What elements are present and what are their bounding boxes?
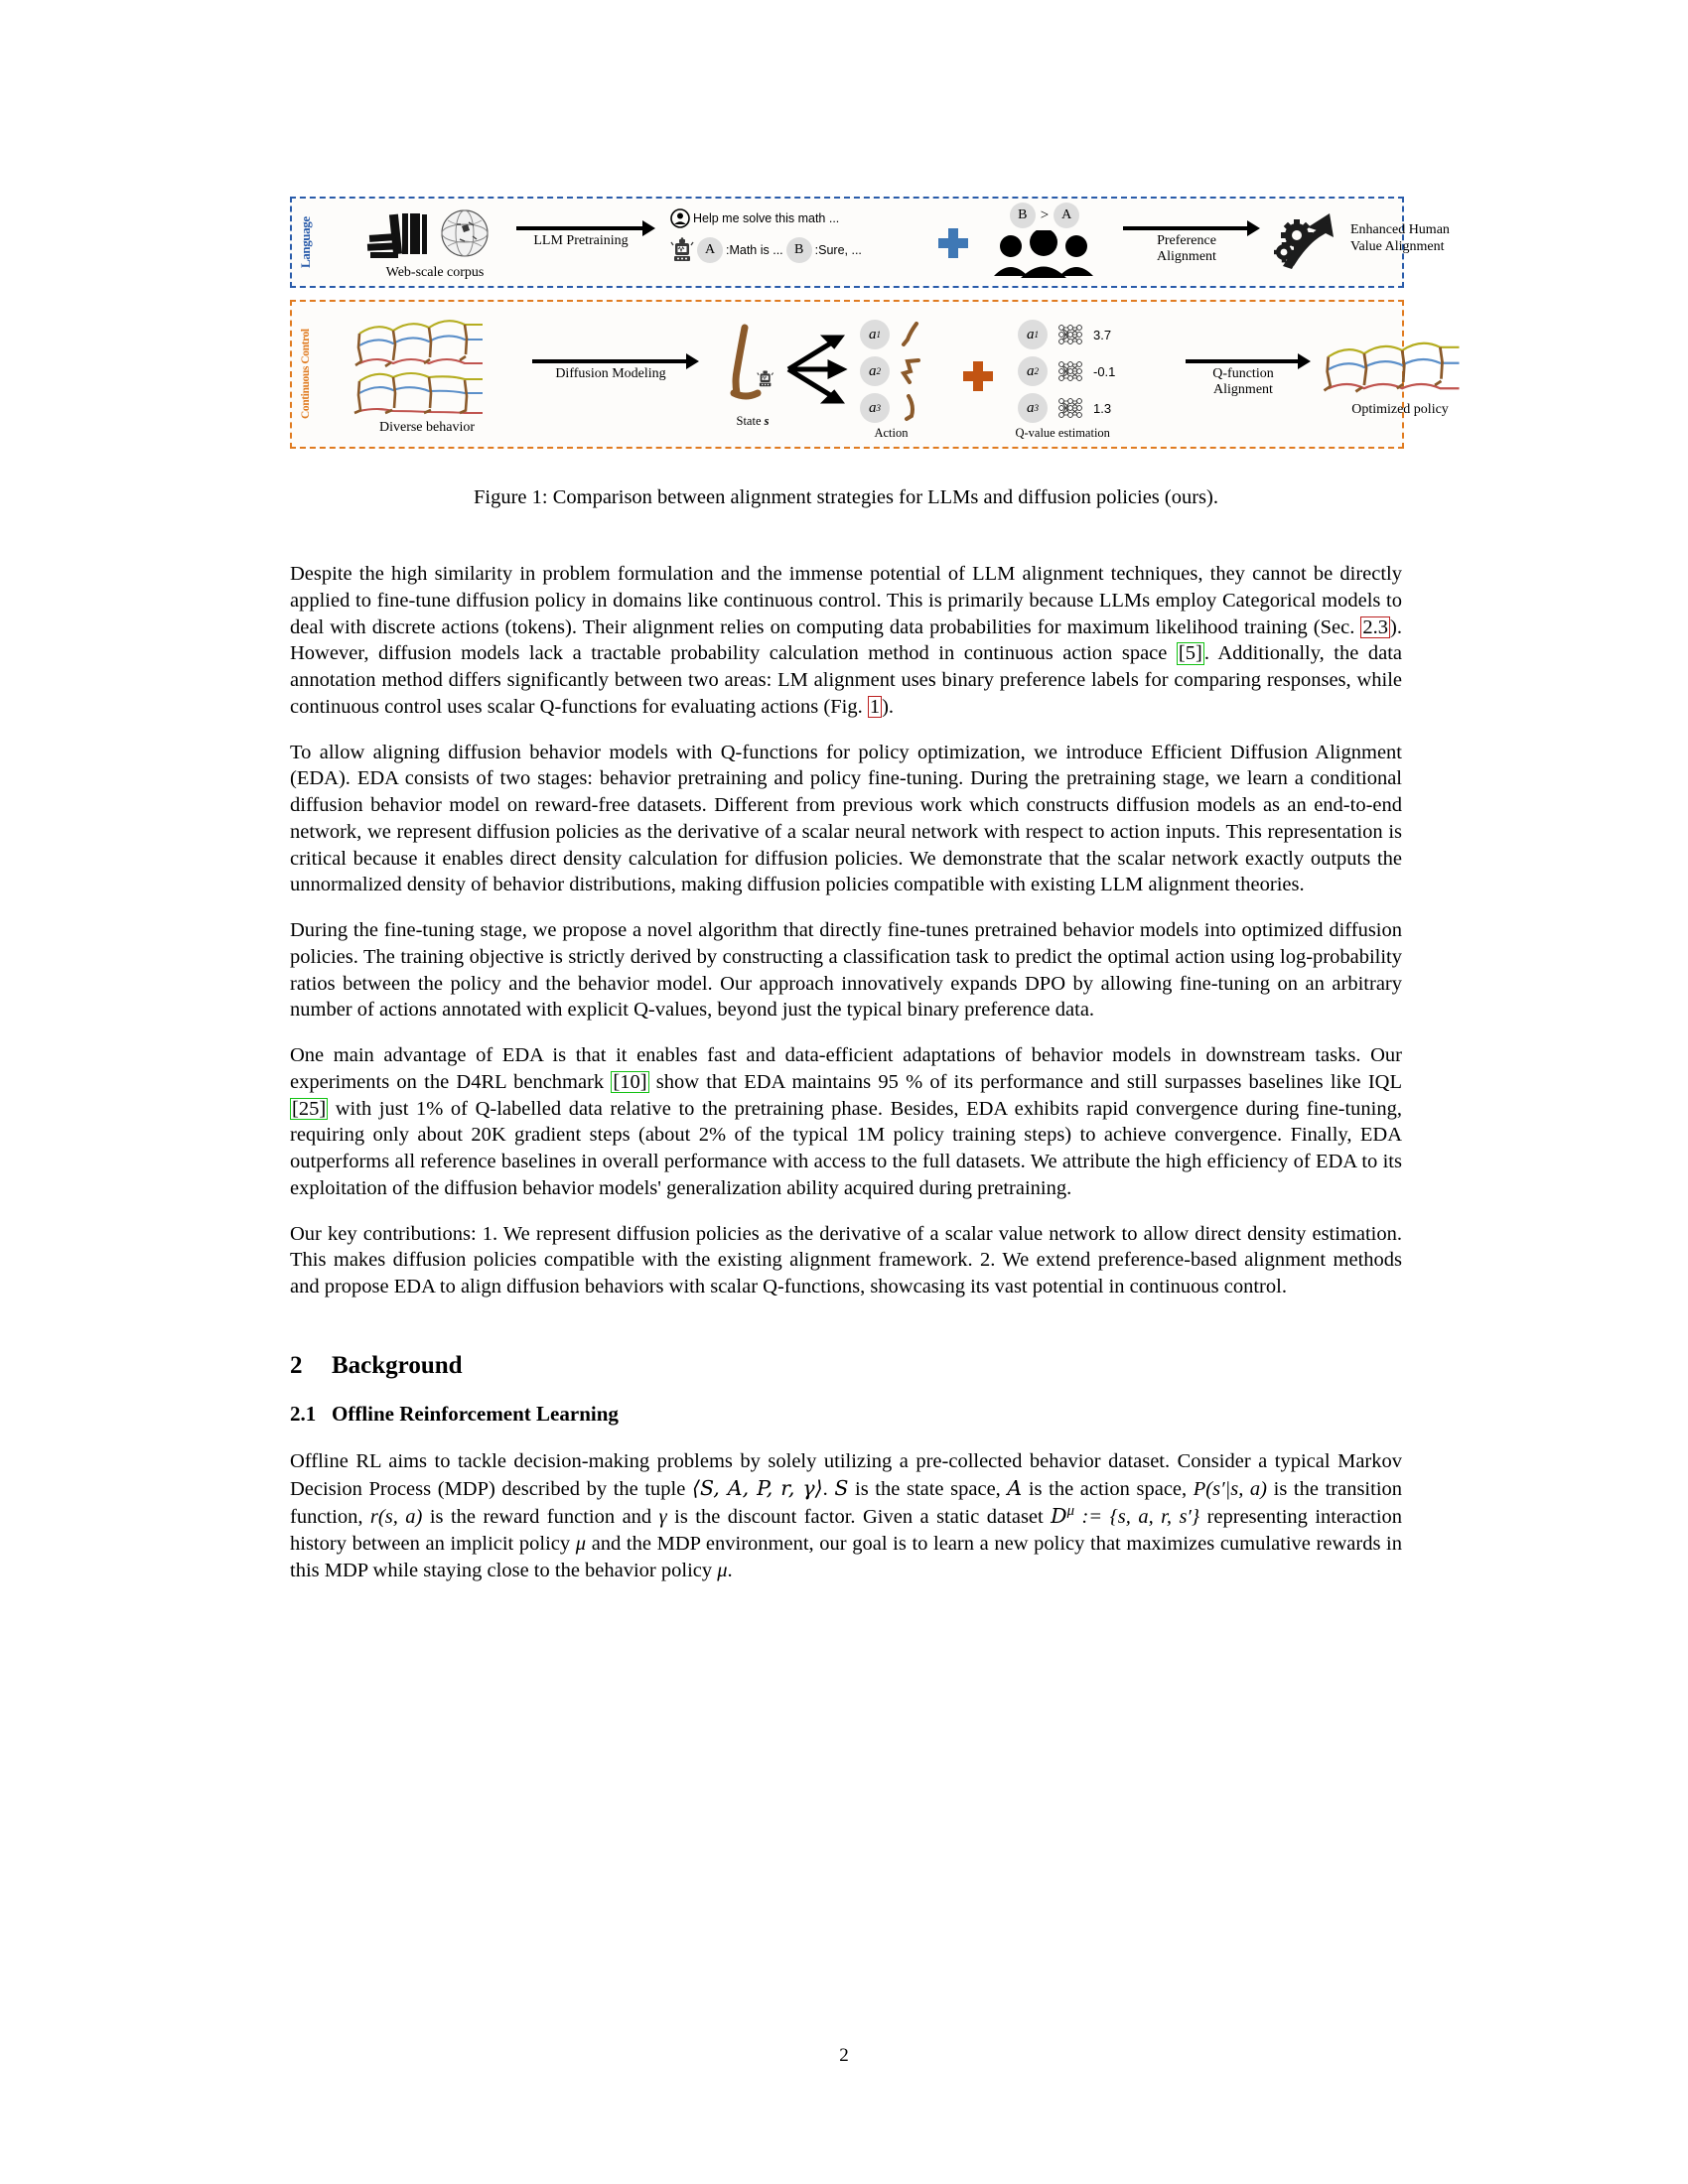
enhanced-alignment-outcome bbox=[1271, 208, 1450, 270]
figure-row-language-label: Language bbox=[298, 216, 313, 268]
section-heading-background bbox=[290, 1352, 1402, 1380]
human-preference-group bbox=[985, 203, 1104, 283]
p1-part-b: ). However, diffusion models lack a tractable probability calculation method in continuous action space bbox=[290, 615, 1402, 665]
orl-s7: is the discount factor. Given a static dataset bbox=[666, 1506, 1052, 1529]
limb-pose-2-icon bbox=[899, 357, 926, 385]
neural-net-icon bbox=[1056, 359, 1084, 383]
citation-10[interactable]: [10] bbox=[613, 1070, 647, 1093]
page-number: 2 bbox=[839, 2045, 849, 2066]
books-and-globe-icon bbox=[365, 208, 504, 260]
qvalue-action-pill-2: a 2 bbox=[1018, 356, 1048, 386]
people-group-icon bbox=[985, 230, 1102, 278]
diverse-behavior-caption: Diverse behavior bbox=[378, 420, 476, 435]
preference-option-a: A bbox=[1054, 203, 1079, 228]
figure-caption: Figure 1: Comparison between alignment strategies for LLMs and diffusion policies (ours). bbox=[473, 486, 1218, 508]
orl-s10: . bbox=[727, 1559, 733, 1581]
qvalue-item-3 bbox=[1018, 393, 1115, 423]
action-item-2 bbox=[860, 356, 926, 386]
subsection-title: Offline Reinforcement Learning bbox=[332, 1401, 619, 1426]
orl-dataset-superscript: μ bbox=[1066, 1503, 1075, 1520]
subsection-heading-offline-rl bbox=[290, 1402, 1402, 1427]
orl-s8: representing interaction history between an implicit policy bbox=[290, 1506, 1403, 1555]
action-pill-3: a 3 bbox=[860, 393, 890, 423]
qvalue-estimation-caption: Q-value estimation bbox=[1015, 426, 1110, 440]
orl-dataset-symbol: D bbox=[1051, 1504, 1067, 1529]
orl-mdp-tuple: ⟨S, A, P, r, γ⟩ bbox=[691, 1475, 823, 1500]
p4-part-c: with just 1% of Q-labelled data relative to the pretraining phase. Besides, EDA exhibits rapid convergence during fine-tuning, requiring only about 20K gradient steps (about 2% of the typical 1M policy training steps) to achieve convergence. Finally, EDA outperforms all reference baselines in overall performance with access to the full datasets. We attribute the high efficiency of EDA to its exploitation of the diffusion behavior models' generalization ability acquired during pretraining. bbox=[290, 1097, 1402, 1199]
subsection-number: 2.1 bbox=[290, 1401, 317, 1426]
orl-dataset-definition: := {s, a, r, s′} bbox=[1074, 1506, 1200, 1529]
link-figure-1[interactable]: 1 bbox=[869, 695, 881, 718]
orl-mu-1: μ bbox=[575, 1532, 587, 1555]
chat-option-b-text: :Sure, ... bbox=[814, 243, 862, 257]
p1-part-c: . Additionally, the data annotation method differs significantly between two areas: LM alignment uses binary preference labels for comparing responses, while continuous control uses scalar Q-functions for evaluating actions (Fig. bbox=[290, 642, 1403, 718]
orl-s4: is the action space, bbox=[1022, 1477, 1194, 1500]
preference-greater-than: > bbox=[1040, 206, 1050, 223]
preference-option-b: B bbox=[1010, 203, 1036, 228]
figure-row-language bbox=[290, 197, 1450, 288]
orl-transition-function: P(s′|s, a) bbox=[1193, 1477, 1268, 1500]
p4-part-b: show that EDA maintains 95 % of its performance and still surpasses baselines like IQL bbox=[648, 1070, 1402, 1093]
orl-action-space-symbol: A bbox=[1007, 1475, 1023, 1500]
llm-pretraining-arrow bbox=[506, 226, 655, 249]
p4-part-a: One main advantage of EDA is that it enables fast and data-efficient adaptations of behavior models in downstream tasks. Our experiments on the D4RL benchmark bbox=[290, 1044, 1402, 1093]
qfunction-alignment-arrow bbox=[1174, 359, 1313, 397]
paragraph-4 bbox=[290, 1042, 1402, 1202]
orl-state-space-symbol: S bbox=[834, 1475, 849, 1500]
diffusion-modeling-label: Diffusion Modeling bbox=[555, 366, 666, 381]
diverse-behavior-group bbox=[348, 312, 506, 436]
preference-comparison bbox=[985, 203, 1104, 228]
optimized-policy-group bbox=[1316, 338, 1484, 418]
chat-user-text: Help me solve this math ... bbox=[693, 211, 840, 225]
paragraph-2: To allow aligning diffusion behavior models with Q-functions for policy optimization, we introduce Efficient Diffusion Alignment (EDA). EDA consists of two stages: behavior pretraining and policy fine-tuning. During the pretraining stage, we learn a conditional diffusion behavior model on reward-free datasets. Different from previous work which constructs diffusion models as an end-to-end network, we represent diffusion policies as the derivative of a scalar neural network with respect to action inputs. This representation is critical because it enables direct density calculation for diffusion policies. We demonstrate that the scalar network exactly outputs the unnormalized density of behavior distributions, making diffusion policies compatible with existing LLM alignment theories. bbox=[290, 741, 1402, 896]
chat-assistant-line bbox=[670, 237, 862, 263]
llm-pretraining-label: LLM Pretraining bbox=[533, 233, 629, 248]
optimized-policy-trajectory-icon bbox=[1316, 338, 1484, 397]
chat-option-a-text: :Math is ... bbox=[726, 243, 783, 257]
p1-part-a: Despite the high similarity in problem formulation and the immense potential of LLM alignment techniques, they cannot be directly applied to fine-tune diffusion policy in domains like continuous control. This is primarily because LLMs employ Categorical models to deal with discrete actions (tokens). Their alignment relies on computing data probabilities for maximum likelihood training (Sec. bbox=[290, 563, 1402, 638]
qvalue-item-2 bbox=[1018, 356, 1115, 386]
outcome-line2: Value Alignment bbox=[1350, 239, 1445, 254]
outcome-line1: Enhanced Human bbox=[1350, 222, 1450, 238]
orl-s3: is the state space, bbox=[848, 1477, 1008, 1500]
neural-net-icon bbox=[1056, 323, 1084, 346]
hopper-trajectories-icon bbox=[348, 312, 506, 415]
preference-alignment-label bbox=[1112, 233, 1261, 264]
llm-chat-group bbox=[670, 208, 862, 263]
gears-arrow-up-icon bbox=[1271, 208, 1346, 270]
preference-alignment-line1: Preference bbox=[1157, 233, 1216, 248]
qvalue-item-1 bbox=[1018, 320, 1115, 349]
action-branch-arrows bbox=[784, 328, 856, 411]
qvalue-action-pill-1: a 1 bbox=[1018, 320, 1048, 349]
preference-alignment-arrow bbox=[1112, 226, 1261, 264]
orl-mu-2: μ bbox=[717, 1559, 728, 1581]
chat-user-line bbox=[670, 208, 862, 228]
qfunction-alignment-label bbox=[1174, 366, 1313, 397]
orl-s5: is the transition function, bbox=[290, 1477, 1403, 1529]
plus-sign-blue-icon bbox=[938, 228, 968, 258]
orl-gamma-1: γ bbox=[658, 1506, 667, 1529]
figure-row-continuous-control bbox=[290, 300, 1449, 449]
action-pill-2: a 2 bbox=[860, 356, 890, 386]
limb-pose-1-icon bbox=[899, 321, 926, 348]
paragraph-5: Our key contributions: 1. We represent diffusion policies as the derivative of a scalar value network to allow direct density estimation. This makes diffusion policies compatible with the existing alignment framework. 2. We extend preference-based alignment methods and propose EDA to align diffusion behaviors with scalar Q-functions, showcasing its vast potential in continuous control. bbox=[290, 1222, 1402, 1297]
neural-net-icon bbox=[1056, 396, 1084, 420]
body-text bbox=[290, 561, 1402, 1602]
link-section-2-3[interactable]: 2.3 bbox=[1362, 615, 1389, 638]
robot-icon bbox=[670, 237, 694, 263]
qvalue-estimation-group bbox=[1015, 320, 1116, 441]
p1-part-d: ). bbox=[882, 695, 895, 718]
orl-s9: and the MDP environment, our goal is to learn a new policy that maximizes cumulative rewards in this MDP while staying close to the behavior policy bbox=[290, 1532, 1402, 1581]
orl-s1: Offline RL aims to tackle decision-making problems by solely utilizing a pre-collected behavior dataset. Consider a typical Markov Decision Process (MDP) described by the tuple bbox=[290, 1449, 1402, 1500]
qfunction-alignment-line1: Q-function bbox=[1212, 366, 1274, 381]
qvalue-number-2: -0.1 bbox=[1093, 363, 1116, 379]
section-title: Background bbox=[332, 1351, 463, 1379]
paragraph-1 bbox=[290, 561, 1402, 721]
web-scale-corpus-caption: Web-scale corpus bbox=[385, 265, 485, 280]
orl-s2: . bbox=[822, 1477, 835, 1500]
qvalue-action-pill-3: a 3 bbox=[1018, 393, 1048, 423]
chat-option-b-pill: B bbox=[786, 237, 812, 263]
optimized-policy-caption: Optimized policy bbox=[1351, 402, 1449, 417]
section-number: 2 bbox=[290, 1351, 303, 1379]
chat-option-a-pill: A bbox=[697, 237, 723, 263]
action-group bbox=[860, 320, 926, 441]
action-caption: Action bbox=[874, 426, 909, 440]
limb-pose-3-icon bbox=[899, 394, 926, 422]
outcome-caption bbox=[1350, 222, 1450, 256]
qfunction-alignment-line2: Alignment bbox=[1213, 381, 1273, 397]
action-item-1 bbox=[860, 320, 926, 349]
citation-25[interactable]: [25] bbox=[292, 1097, 327, 1120]
figure-row-cc-label: Continuous Control bbox=[300, 329, 312, 420]
orl-s6: is the reward function and bbox=[422, 1506, 659, 1529]
plus-sign-orange-icon bbox=[963, 361, 993, 391]
user-avatar-icon bbox=[670, 208, 690, 228]
action-pill-1: a 1 bbox=[860, 320, 890, 349]
preference-alignment-line2: Alignment bbox=[1157, 248, 1216, 264]
paragraph-3: During the fine-tuning stage, we propose a novel algorithm that directly fine-tunes pretrained behavior models into optimized diffusion policies. The training objective is strictly derived by constructing a classification task to predict the optimal action using log-probability ratios between the policy and the behavior model. Our approach innovatively expands DPO by allowing fine-tuning on an arbitrary number of actions annotated with explicit Q-values, beyond just the typical binary preference data. bbox=[290, 919, 1402, 1022]
figure-1 bbox=[290, 197, 1450, 449]
diffusion-modeling-arrow bbox=[521, 359, 700, 382]
hopper-state-icon bbox=[719, 324, 786, 407]
qvalue-number-3: 1.3 bbox=[1093, 400, 1112, 416]
qvalue-number-1: 3.7 bbox=[1093, 327, 1112, 342]
state-group bbox=[719, 324, 786, 429]
orl-reward-function: r(s, a) bbox=[369, 1506, 423, 1529]
web-scale-corpus-group bbox=[365, 208, 504, 281]
citation-5[interactable]: [5] bbox=[1178, 642, 1202, 665]
action-item-3 bbox=[860, 393, 926, 423]
state-caption: State s bbox=[736, 414, 770, 428]
paragraph-offline-rl bbox=[290, 1448, 1402, 1584]
